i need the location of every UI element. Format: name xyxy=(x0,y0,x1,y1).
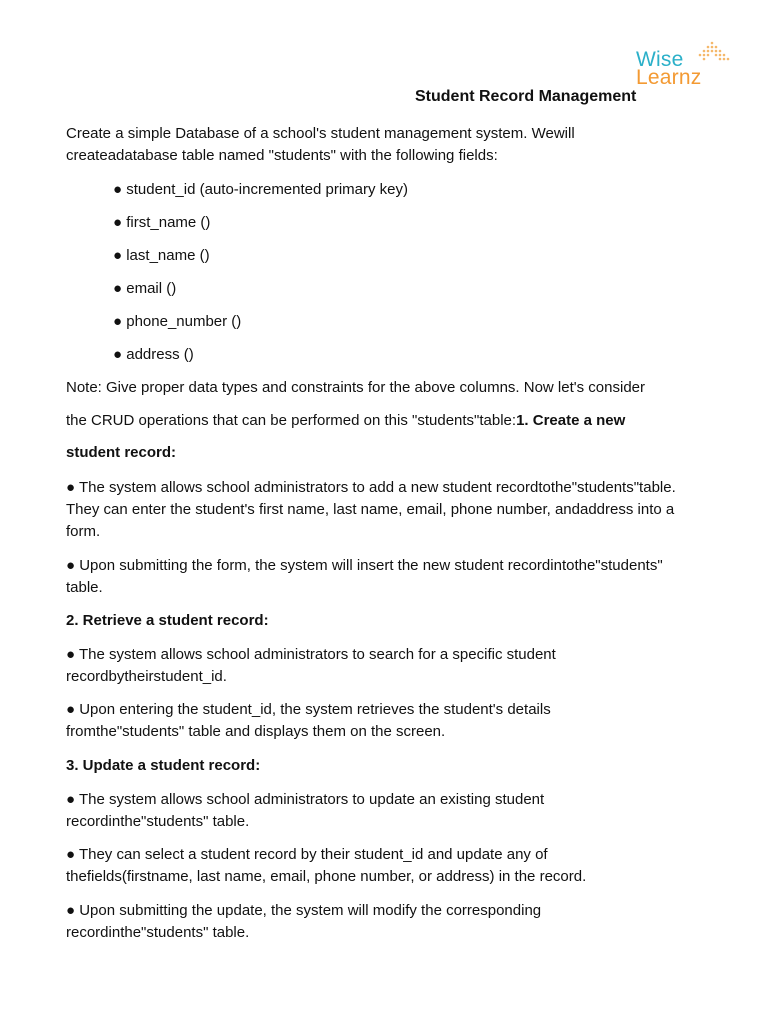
note-line xyxy=(66,410,756,432)
paragraph-line: ● The system allows school administrators to search for a specific student xyxy=(66,646,556,663)
paragraph-line: ● Upon submitting the form, the system will insert the new student recordintothe"students" xyxy=(66,557,663,574)
paragraph-line: recordinthe"students" table. xyxy=(66,924,250,941)
note-line: Note: Give proper data types and constraints for the above columns. Now let's consider xyxy=(66,379,645,396)
paragraph-line: ● Upon submitting the update, the system will modify the corresponding xyxy=(66,902,542,919)
paragraph-line: ● Upon entering the student_id, the system retrieves the student's details xyxy=(66,701,551,718)
intro-line: createadatabase table named "students" with the following fields: xyxy=(66,147,498,164)
logo-text-learnz: Learnz xyxy=(636,66,702,89)
intro-line: Create a simple Database of a school's student management system. Wewill xyxy=(66,125,575,142)
paragraph-line: form. xyxy=(66,523,101,540)
paragraph-line: ● The system allows school administrators to update an existing student xyxy=(66,791,545,808)
field-item: ● address () xyxy=(113,346,194,363)
field-item: ● last_name () xyxy=(113,247,210,264)
logo-text-wise: Wise xyxy=(636,48,684,71)
paragraph-line: table. xyxy=(66,579,103,596)
paragraph-line: thefields(firstname, last name, email, phone number, or address) in the record. xyxy=(66,868,587,885)
field-item: ● first_name () xyxy=(113,214,211,231)
page-title: Student Record Management xyxy=(415,88,637,105)
paragraph-line: ● They can select a student record by their student_id and update any of xyxy=(66,846,548,863)
field-item: ● phone_number () xyxy=(113,313,242,330)
note-text: the CRUD operations that can be performed on this "students"table: xyxy=(66,412,517,429)
create-heading-continued: student record: xyxy=(66,444,177,461)
paragraph-line: recordbytheirstudent_id. xyxy=(66,668,227,685)
paragraph-line: recordinthe"students" table. xyxy=(66,813,250,830)
paragraph-line: ● The system allows school administrators to add a new student recordtothe"students"table. xyxy=(66,479,676,496)
retrieve-heading: 2. Retrieve a student record: xyxy=(66,612,269,629)
paragraph-line: They can enter the student's first name, last name, email, phone number, andaddress into a xyxy=(66,501,675,518)
wiselearnz-logo xyxy=(636,40,740,92)
field-item: ● email () xyxy=(113,280,177,297)
field-item: ● student_id (auto-incremented primary key) xyxy=(113,181,409,198)
update-heading: 3. Update a student record: xyxy=(66,757,261,774)
create-heading: 1. Create a new xyxy=(516,412,626,429)
paragraph-line: fromthe"students" table and displays them on the screen. xyxy=(66,723,446,740)
